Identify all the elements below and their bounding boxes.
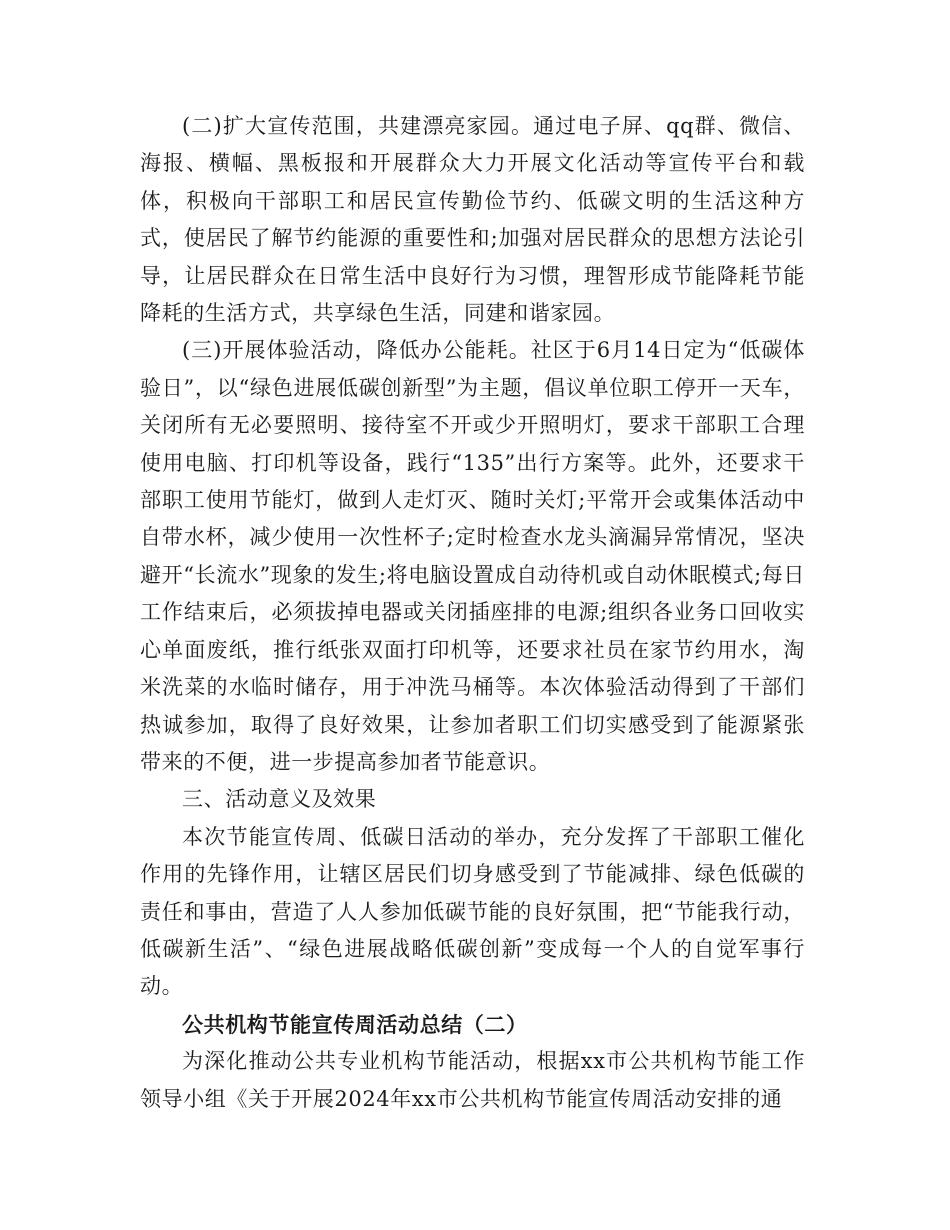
- document-body: [140, 108, 805, 1118]
- section-heading-significance: 三、活动意义及效果: [182, 787, 377, 812]
- paragraph-publicity: (二)扩大宣传范围，共建漂亮家园。通过电子屏、qq群、微信、海报、横幅、黑板报和开展群众大力开展文化活动等宣传平台和载体，积极向干部职工和居民宣传勤俭节约、低碳文明的生活这种方式，使居民了解节约能源的重要性和;加强对居民群众的思想方法论引导，让居民群众在日常生活中良好行为习惯，理智形成节能降耗节能降耗的生活方式，共享绿色生活，同建和谐家园。: [140, 114, 805, 326]
- paragraph-significance: 本次节能宣传周、低碳日活动的举办，充分发挥了干部职工催化作用的先锋作用，让辖区居民们切身感受到了节能减排、绿色低碳的责任和事由，营造了人人参加低碳节能的良好氛围，把“节能我行动，低碳新生活”、“绿色进展战略低碳创新”变成每一个人的自觉军事行动。: [140, 824, 805, 999]
- document-subtitle: 公共机构节能宣传周活动总结（二）: [182, 1011, 528, 1037]
- paragraph-intro: 为深化推动公共专业机构节能活动，根据xx市公共机构节能工作领导小组《关于开展2024年xx市公共机构节能宣传周活动安排的通: [140, 1049, 805, 1111]
- paragraph-experience-activity: (三)开展体验活动，降低办公能耗。社区于6月14日定为“低碳体验日”，以“绿色进展低碳创新型”为主题，倡议单位职工停开一天车，关闭所有无必要照明、接待室不开或少开照明灯，要求干部职工合理使用电脑、打印机等设备，践行“135”出行方案等。此外，还要求干部职工使用节能灯，做到人走灯灭、随时关灯;平常开会或集体活动中自带水杯，减少使用一次性杯子;定时检查水龙头滴漏异常情况，坚决避开“长流水”现象的发生;将电脑设置成自动待机或自动休眠模式;每日工作结束后，必须拔掉电器或关闭插座排的电源;组织各业务口回收实心单面废纸，推行纸张双面打印机等，还要求社员在家节约用水，淘米洗菜的水临时储存，用于冲洗马桶等。本次体验活动得到了干部们热诚参加，取得了良好效果，让参加者职工们切实感受到了能源紧张带来的不便，进一步提高参加者节能意识。: [140, 338, 805, 774]
